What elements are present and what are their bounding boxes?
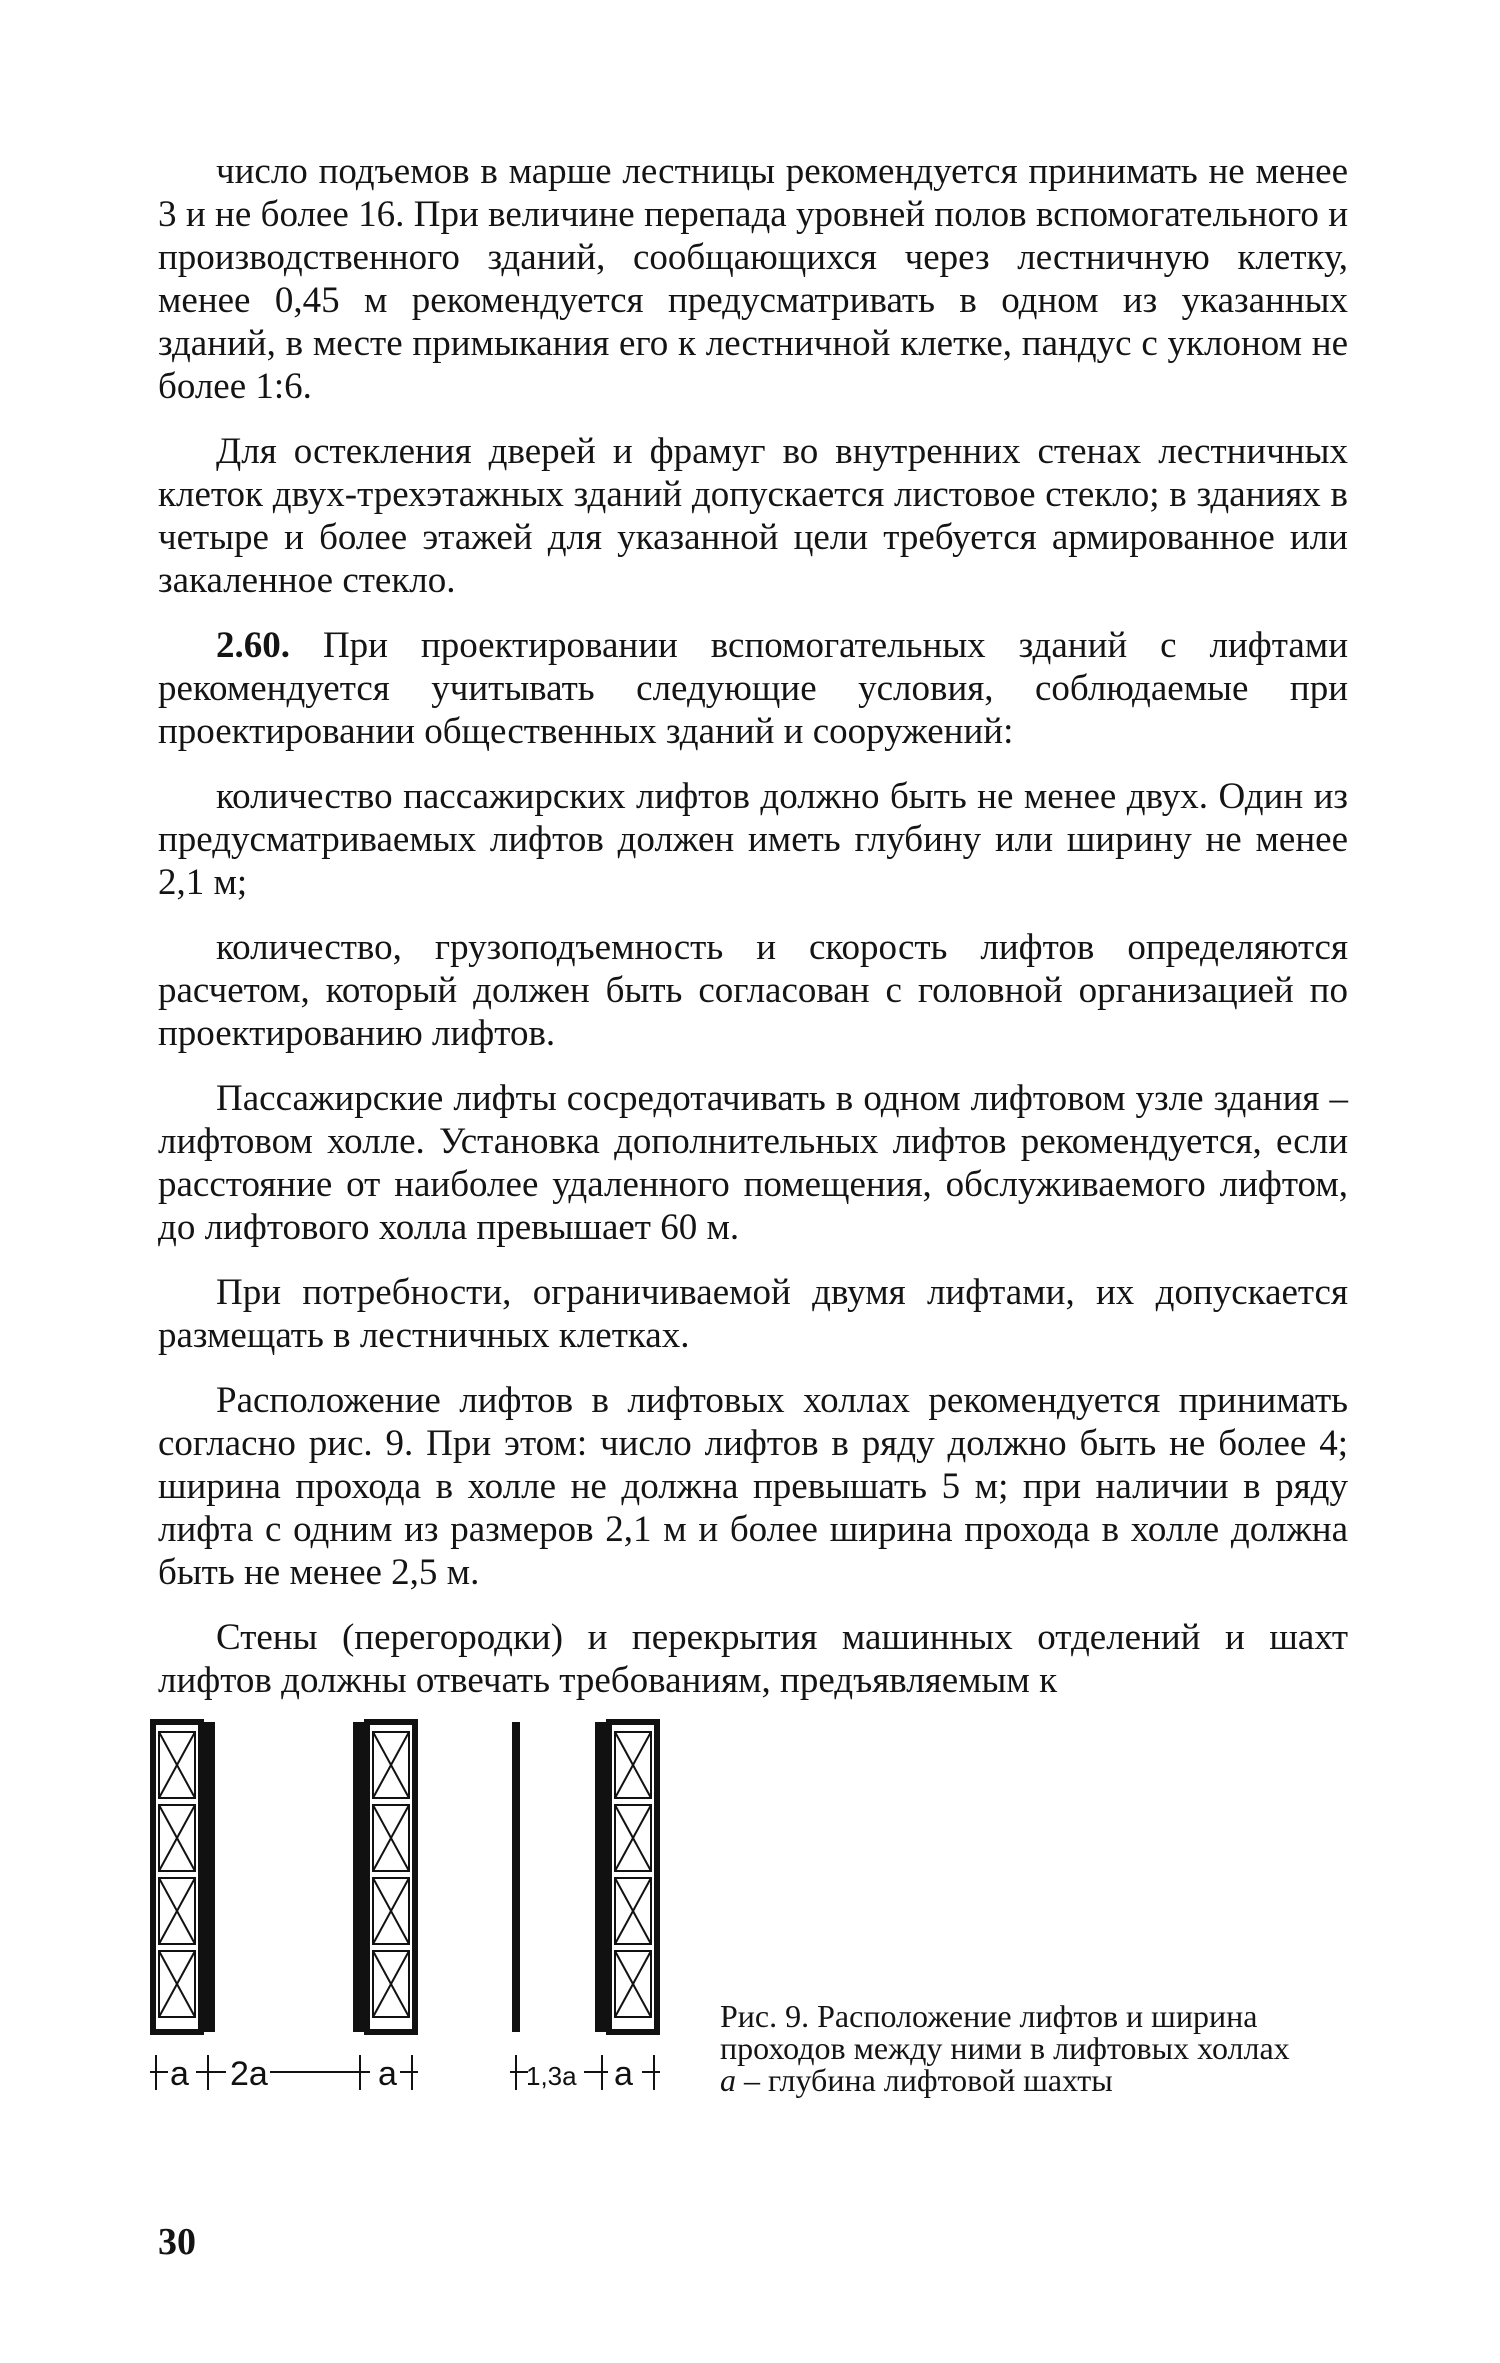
body-text — [158, 150, 1348, 1724]
caption-title: Рис. 9. Расположение лифтов и ширина проходов между ними в лифтовых холлах — [720, 1998, 1290, 2066]
paragraph-text: При проектировании вспомогательных зданий с лифтами рекомендуется учитывать следующие условия, соблюдаемые при проектировании общественных зданий и сооружений: — [158, 625, 1348, 752]
paragraph: Расположение лифтов в лифтовых холлах рекомендуется принимать согласно рис. 9. При этом: число лифтов в ряду должно быть не более 4; ширина прохода в холле не должна превышать 5 м; при наличии в ряду лифта с одним из размеров 2,1 м и более ширина прохода в холле должна быть не менее 2,5 м. — [158, 1380, 1348, 1593]
paragraph: количество, грузоподъемность и скорость лифтов определяются расчетом, который должен быть согласован с головной организацией по проектированию лифтов. — [158, 927, 1348, 1054]
paragraph: количество пассажирских лифтов должно быть не менее двух. Один из предусматриваемых лифтов должен иметь глубину или ширину не менее 2,1 м; — [158, 776, 1348, 903]
paragraph: Для остекления дверей и фрамуг во внутренних стенах лестничных клеток двух-трехэтажных зданий допускается листовое стекло; в зданиях в четыре и более этажей для указанной цели требуется армированное или закаленное стекло. — [158, 431, 1348, 601]
layout-single-row — [153, 1722, 415, 2032]
layout-wall-row — [512, 1722, 657, 2032]
paragraph: число подъемов в марше лестницы рекомендуется принимать не менее 3 и не более 16. При величине перепада уровней полов вспомогательного и производственного зданий, сообщающихся через лестничную клетку, менее 0,45 м рекомендуется предусматривать в одном из указанных зданий, в месте примыкания его к лестничной клетке, пандус с уклоном не более 1:6. — [158, 151, 1348, 407]
legend-symbol: a — [720, 2062, 736, 2098]
figure-caption — [720, 2000, 1340, 2096]
dimension-lines — [150, 2055, 660, 2090]
lift-layout-figure — [150, 1710, 710, 2150]
legend-text: – глубина лифтовой шахты — [736, 2062, 1113, 2098]
caption-legend — [720, 2064, 1340, 2096]
paragraph: При потребности, ограничиваемой двумя лифтами, их допускается размещать в лестничных клетках. — [158, 1272, 1348, 1356]
dim-label-a: a — [614, 2055, 633, 2093]
section-number: 2.60. — [216, 625, 290, 666]
paragraph: Пассажирские лифты сосредотачивать в одном лифтовом узле здания – лифтовом холле. Установка дополнительных лифтов рекомендуется, если расстояние от наиболее удаленного помещения, обслуживаемого лифтом, до лифтового холла превышает 60 м. — [158, 1078, 1348, 1248]
dim-label-a: a — [170, 2055, 189, 2093]
dim-label-2a: 2a — [230, 2055, 268, 2093]
page-number: 30 — [158, 2221, 196, 2263]
paragraph: Стены (перегородки) и перекрытия машинных отделений и шахт лифтов должны отвечать требованиям, предъявляемым к — [158, 1617, 1348, 1701]
dim-label-1-3a: 1,3a — [526, 2061, 577, 2091]
paragraph-section-2-60 — [158, 624, 1348, 753]
dim-label-a: a — [378, 2055, 397, 2093]
